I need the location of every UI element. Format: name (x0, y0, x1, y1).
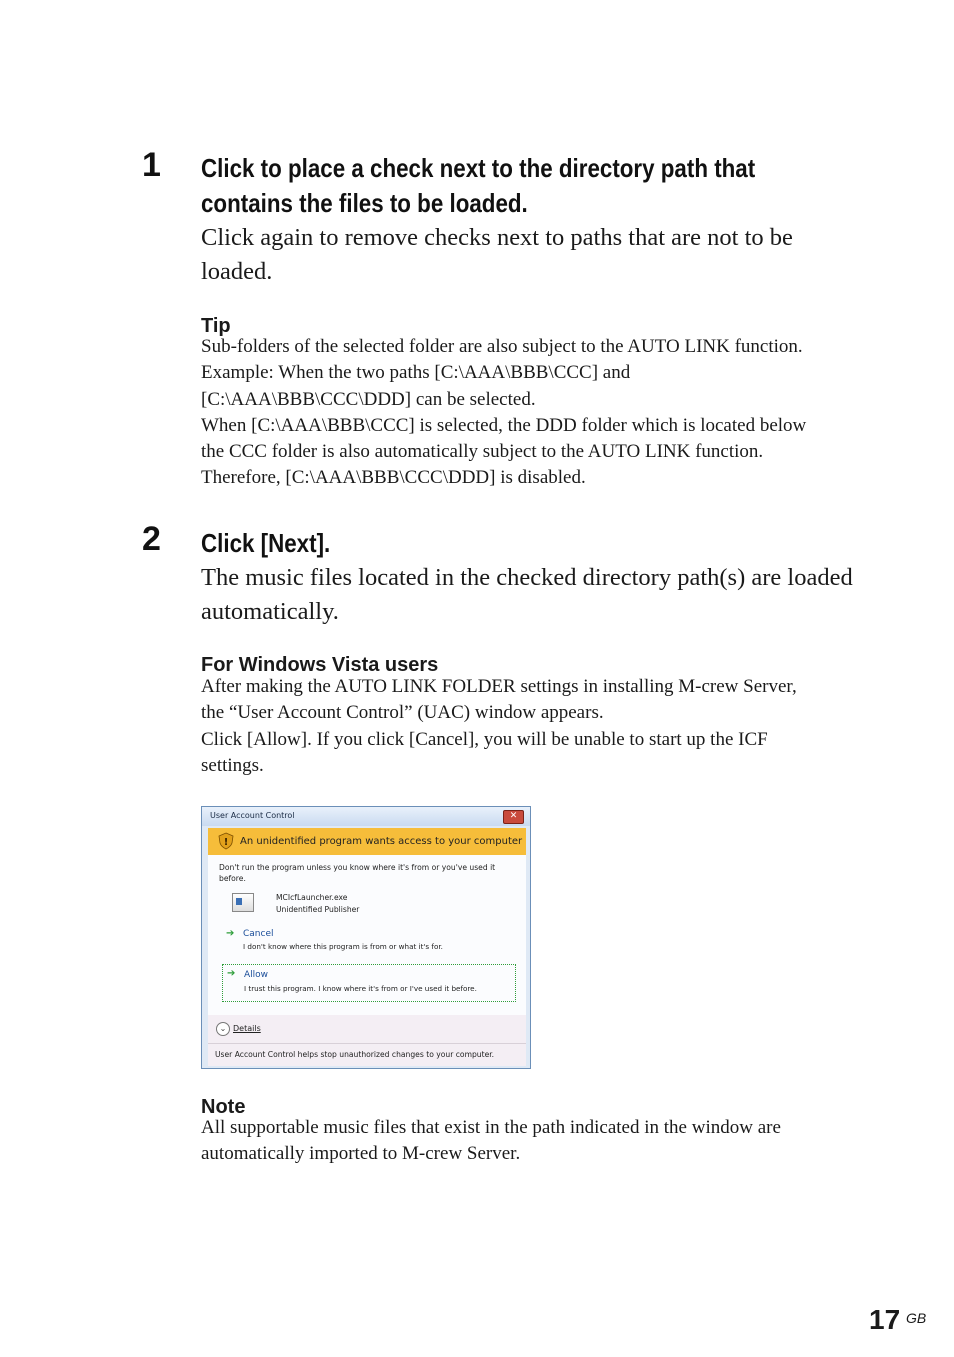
allow-option[interactable] (222, 964, 516, 1002)
tip-line: Sub-folders of the selected folder are also subject to the AUTO LINK function. (201, 336, 803, 357)
vista-line: the “User Account Control” (UAC) window appears. (201, 702, 604, 724)
step-description: The music files located in the checked directory path(s) are loaded automatically. (201, 564, 853, 625)
page-language-code: GB (906, 1310, 927, 1326)
arrow-right-icon: ➔ (226, 928, 235, 939)
tip-line: Therefore, [C:\AAA\BBB\CCC\DDD] is disabled. (201, 467, 586, 489)
step-heading-line: Click to place a check next to the directory path that (201, 153, 756, 183)
uac-dialog (201, 806, 531, 1069)
page-number: 17 (869, 1304, 901, 1335)
note-body (201, 1115, 881, 1168)
cancel-option-desc: I don't know where this program is from or what it's for. (243, 942, 443, 951)
footer-text: User Account Control helps stop unauthorized changes to your computer. (215, 1050, 495, 1059)
vista-body (201, 674, 881, 779)
arrow-right-icon: ➔ (227, 968, 236, 979)
step-number: 2 (142, 520, 161, 558)
dialog-footer (208, 1043, 526, 1066)
chevron-down-icon[interactable]: ⌄ (216, 1022, 230, 1036)
allow-option-desc: I trust this program. I know where it's from or I've used it before. (244, 984, 477, 993)
step-number: 1 (142, 146, 161, 184)
vista-line: After making the AUTO LINK FOLDER settings in installing M-crew Server, (201, 676, 797, 697)
tip-body (201, 334, 881, 492)
program-icon (232, 893, 254, 912)
shield-icon (218, 832, 234, 850)
tip-line: the CCC folder is also automatically subject to the AUTO LINK function. (201, 441, 764, 463)
step-heading-line: contains the files to be loaded. (201, 188, 528, 218)
note-line: automatically imported to M-crew Server. (201, 1143, 521, 1165)
details-row (208, 1015, 526, 1043)
warning-banner (208, 828, 526, 855)
note-title: Note (201, 1096, 246, 1118)
step-heading (201, 151, 855, 221)
close-button[interactable]: ✕ (503, 810, 524, 824)
allow-option-title[interactable]: Allow (244, 970, 269, 980)
warning-text: Don't run the program unless you know where it's from or you've used it before. (219, 863, 496, 883)
note-line: All supportable music files that exist in the path indicated in the window are (201, 1117, 781, 1138)
tip-line: [C:\AAA\BBB\CCC\DDD] can be selected. (201, 388, 536, 410)
dialog-title: User Account Control (210, 811, 295, 820)
tip-line: Example: When the two paths [C:\AAA\BBB\CCC] and (201, 362, 631, 384)
cancel-option-title[interactable]: Cancel (243, 929, 274, 939)
details-link[interactable]: Details (233, 1024, 261, 1033)
svg-text:!: ! (223, 837, 229, 848)
dialog-body (208, 855, 526, 1015)
tip-title: Tip (201, 315, 231, 337)
step-description: Click again to remove checks next to paths that are not to be loaded. (201, 224, 793, 285)
dialog-titlebar (202, 807, 530, 826)
vista-line: Click [Allow]. If you click [Cancel], you will be unable to start up the ICF (201, 728, 768, 750)
vista-title: For Windows Vista users (201, 654, 439, 676)
program-name: MCIcfLauncher.exe (276, 893, 348, 902)
tip-line: When [C:\AAA\BBB\CCC] is selected, the DDD folder which is located below (201, 414, 807, 436)
program-publisher: Unidentified Publisher (276, 905, 360, 914)
step-heading: Click [Next]. (201, 528, 331, 558)
banner-text: An unidentified program wants access to your computer (240, 836, 523, 847)
vista-line: settings. (201, 754, 264, 776)
